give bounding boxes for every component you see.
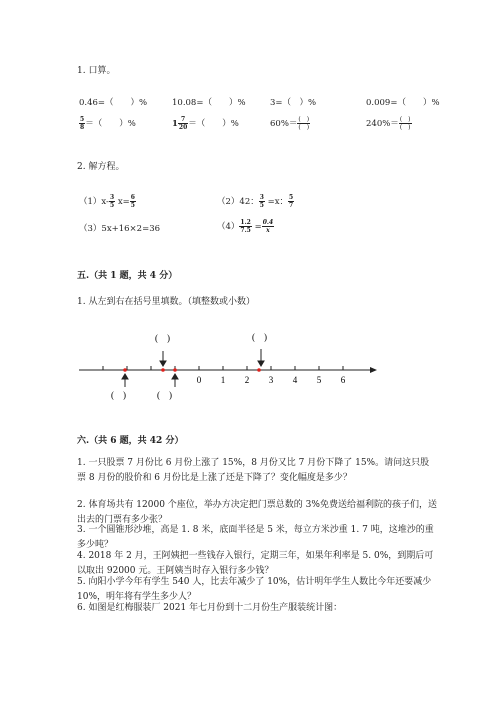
section-6-title: 六.（共 6 题，共 42 分） xyxy=(77,436,184,446)
tick-label: 4 xyxy=(292,375,298,385)
q1-heading: 1. 口算。 xyxy=(77,66,116,76)
problem-3: 3. 一个圆锥形沙堆，高是 1. 8 米，底面半径是 5 米，每立方米沙重 1. 7 吨，这堆沙的重多少吨？ xyxy=(77,525,434,550)
section-5-question: 1. 从左到右在括号里填数。（填整数或小数） xyxy=(77,297,255,307)
q1-item-6: 1 $\frac{7}{20}$ ＝（ ）% xyxy=(172,116,239,131)
number-line xyxy=(0,325,500,415)
number-line-arrowhead xyxy=(370,367,377,373)
section-5-title: 五.（共 1 题，共 4 分） xyxy=(77,271,178,281)
number-line-tick-labels xyxy=(197,375,346,385)
tick-label: 0 xyxy=(196,375,202,385)
tick-label: 5 xyxy=(316,375,322,385)
equation-3: （3）5x+16×2=36 xyxy=(79,224,161,234)
problem-6: 6. 如图是红梅服装厂 2021 年七月份到十二月份生产服装统计图： xyxy=(77,603,343,613)
q1-item-7: 60%＝ $\frac{( )}{( )}$ xyxy=(270,116,310,131)
tick-label: 3 xyxy=(268,375,274,385)
q2-heading: 2. 解方程。 xyxy=(77,162,125,172)
arrow-up-1-head xyxy=(122,374,128,379)
q1-item-5: $\frac{5}{8}$ ＝（ ）% xyxy=(80,116,136,131)
equation-4: （4） $\frac{1.2}{7.5}$ = $\frac{0.4}{x}$ xyxy=(217,219,274,234)
q1-item-4: 0.009=（ ）% xyxy=(366,98,440,108)
marker-point-1 xyxy=(123,368,127,372)
marker-point-3 xyxy=(173,368,177,372)
equation-2: （2）42： $\frac{3}{5}$ =x： $\frac{5}{7}$ xyxy=(217,194,294,209)
arrow-down-1-head xyxy=(160,361,166,366)
q1-item-1: 0.46=（ ）% xyxy=(79,98,148,108)
arrow-down-2-head xyxy=(258,361,264,366)
blank-below-2: ( ) xyxy=(157,390,172,400)
equation-1: （1）x- $\frac{3}{5}$ x= $\frac{6}{5}$ xyxy=(79,194,135,209)
q1-item-2: 10.08=（ ）% xyxy=(172,98,246,108)
blank-above-1: ( ) xyxy=(155,333,170,343)
marker-point-2 xyxy=(161,368,165,372)
marker-point-4 xyxy=(257,368,261,372)
blank-below-1: ( ) xyxy=(111,390,126,400)
problem-5: 5. 向阳小学今年有学生 540 人，比去年减少了 10%，估计明年学生人数比今年还要减少 10%，明年将有学生多少人？ xyxy=(77,577,432,602)
number-line-ticks xyxy=(103,366,343,370)
q1-item-8: 240%＝ $\frac{( )}{( )}$ xyxy=(366,116,411,131)
tick-label: 6 xyxy=(340,375,346,385)
tick-label: 2 xyxy=(244,375,250,385)
q1-item-3: 3=（ ）% xyxy=(270,98,317,108)
problem-1: 1. 一只股票 7 月份比 6 月份上涨了 15%，8 月份又比 7 月份下降了 15%。请问这只股票 8 月份的股价和 6 月份比是上涨了还是下降了？变化幅度是多少？ xyxy=(77,458,430,483)
problem-2: 2. 体育场共有 12000 个座位，举办方决定把门票总数的 3%免费送给福利院的孩子们，送出去的门票有多少张？ xyxy=(77,500,437,525)
tick-label: 1 xyxy=(220,375,226,385)
blank-above-2: ( ) xyxy=(252,332,267,342)
problem-4: 4. 2018 年 2 月，王阿姨把一些钱存入银行，定期三年，如果年利率是 5. 0%，到期后可以取出 92000 元。王阿姨当时存入银行多少钱？ xyxy=(77,551,434,576)
arrow-up-2-head xyxy=(172,374,178,379)
